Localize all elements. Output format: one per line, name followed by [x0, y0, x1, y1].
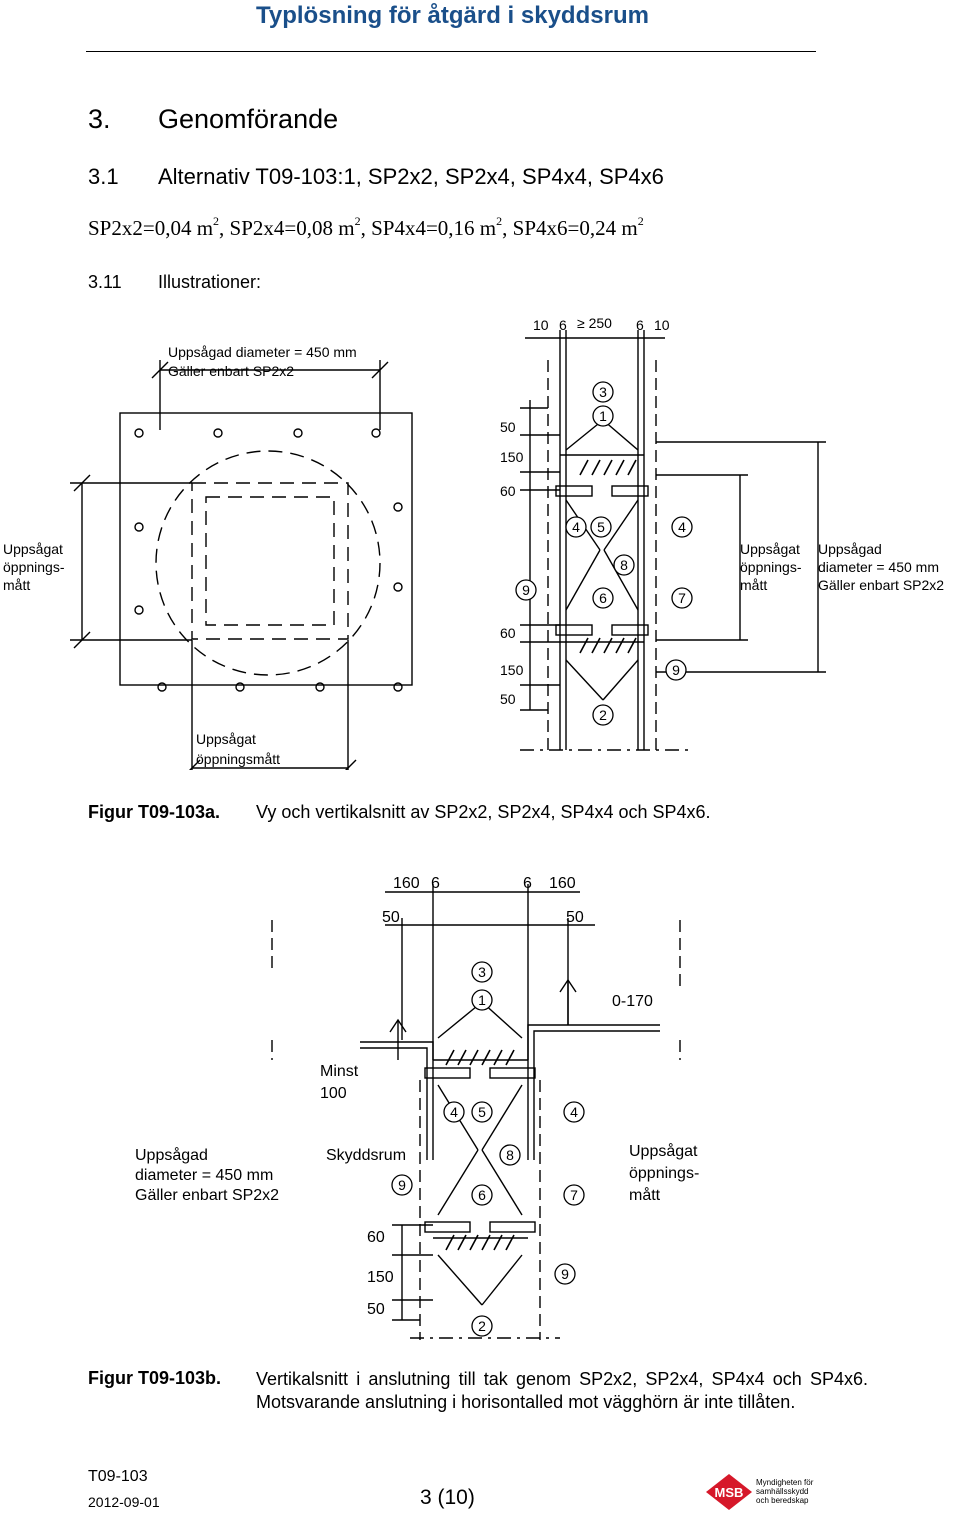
- b-left-label-2: diameter = 450 mm: [135, 1167, 274, 1184]
- section-heading: [88, 104, 338, 135]
- b-dim-60: 60: [367, 1229, 385, 1246]
- section-view: [520, 330, 826, 750]
- marker-4b: 4: [678, 519, 686, 535]
- dim-10-right: 10: [654, 317, 670, 333]
- footer-document-code: T09-103: [88, 1468, 148, 1485]
- sec-right-label-1c: mått: [740, 577, 768, 593]
- sec-right-label-1a: Uppsågat: [740, 541, 800, 557]
- plan-left-label-2: öppnings-: [3, 559, 65, 575]
- b-marker-8: 8: [506, 1147, 514, 1163]
- section-title: Genomförande: [158, 104, 339, 134]
- marker-9: 9: [522, 582, 530, 598]
- plan-left-label-1: Uppsågat: [3, 541, 63, 557]
- header-rule: [86, 51, 816, 52]
- fig-b-labels: [135, 875, 699, 1318]
- footer-page-number: 3 (10): [420, 1486, 475, 1509]
- b-dim-160-right: 160: [549, 875, 576, 892]
- b-marker-4b: 4: [570, 1104, 578, 1120]
- marker-6: 6: [599, 590, 607, 606]
- marker-3: 3: [599, 384, 607, 400]
- b-marker-6: 6: [478, 1187, 486, 1203]
- msb-line-1: Myndigheten för: [756, 1478, 814, 1487]
- b-marker-5: 5: [478, 1104, 486, 1120]
- fig-b-marker-labels: [398, 964, 578, 1334]
- b-marker-9b: 9: [561, 1266, 569, 1282]
- marker-1: 1: [599, 408, 607, 424]
- area-sp4x4: , SP4x4=0,16 m: [360, 216, 497, 240]
- area-sup: 2: [496, 214, 503, 228]
- page-header-title: Typlösning för åtgärd i skyddsrum: [256, 2, 649, 29]
- b-marker-9: 9: [398, 1177, 406, 1193]
- section-markers: [516, 382, 692, 725]
- b-dim-160-left: 160: [393, 875, 420, 892]
- area-sup: 2: [354, 214, 361, 228]
- sec-right-label-2c: Gäller enbart SP2x2: [818, 577, 945, 593]
- plan-plate: [120, 413, 412, 685]
- msb-line-2: samhällsskydd: [756, 1487, 809, 1496]
- b-dim-6-right: 6: [523, 875, 532, 892]
- b-marker-1: 1: [478, 992, 486, 1008]
- b-marker-2: 2: [478, 1318, 486, 1334]
- plan-bolts: [135, 429, 402, 691]
- subsection-heading: [88, 164, 664, 190]
- dim-50-bottom: 50: [500, 691, 516, 707]
- area-sp2x4: , SP2x4=0,08 m: [219, 216, 355, 240]
- sec-right-label-1b: öppnings-: [740, 559, 802, 575]
- subsubsection-heading: [88, 272, 261, 293]
- b-marker-3: 3: [478, 964, 486, 980]
- plan-opening-outer: [192, 483, 348, 639]
- marker-5: 5: [597, 519, 605, 535]
- b-range: 0-170: [612, 993, 653, 1010]
- figure-b-caption-label: Figur T09-103b.: [88, 1368, 222, 1388]
- msb-logo: [704, 1472, 824, 1512]
- figure-a-drawing: [0, 300, 960, 770]
- plan-opening-inner: [206, 497, 334, 625]
- marker-2: 2: [599, 707, 607, 723]
- figure-b-drawing: [0, 860, 960, 1350]
- section-number: 3.: [88, 104, 111, 134]
- msb-logo-mark: [704, 1472, 754, 1512]
- plan-bottom-label-2: öppningsmått: [196, 751, 281, 767]
- subsection-number: 3.1: [88, 164, 119, 189]
- marker-7: 7: [678, 590, 686, 606]
- dim-6-left: 6: [559, 317, 567, 333]
- b-right-label-2: öppnings-: [629, 1165, 700, 1182]
- plan-saw-circle: [156, 451, 380, 675]
- plan-top-label-1: Uppsågad diameter = 450 mm: [168, 344, 357, 360]
- b-skyddsrum: Skyddsrum: [326, 1147, 407, 1164]
- b-left-label-1: Uppsågad: [135, 1147, 208, 1164]
- area-sp2x2: SP2x2=0,04 m: [88, 216, 214, 240]
- marker-8: 8: [620, 557, 628, 573]
- dim-10-left: 10: [533, 317, 549, 333]
- plan-left-label-3: mått: [3, 577, 31, 593]
- footer-date: 2012-09-01: [88, 1494, 160, 1510]
- fig-b-markers: [392, 962, 584, 1336]
- dim-60-top: 60: [500, 483, 516, 499]
- b-dim-6-left: 6: [431, 875, 440, 892]
- figure-a-caption-text: Vy och vertikalsnitt av SP2x2, SP2x4, SP4x4 och SP4x6.: [256, 802, 711, 822]
- marker-4: 4: [572, 519, 580, 535]
- marker-9b: 9: [672, 662, 680, 678]
- b-dim-50-right: 50: [566, 909, 584, 926]
- figure-b-caption-text: Vertikalsnitt i anslutning till tak genom SP2x2, SP2x4, SP4x4 och SP4x6. Motsvarande anslutning i horisontalled mot vägghörn är inte tillåten.: [256, 1369, 868, 1412]
- b-marker-7: 7: [570, 1187, 578, 1203]
- dim-6-right: 6: [636, 317, 644, 333]
- b-dim-150: 150: [367, 1269, 394, 1286]
- dim-150-top: 150: [500, 449, 524, 465]
- subsubsection-number: 3.11: [88, 272, 122, 292]
- sec-right-label-2b: diameter = 450 mm: [818, 559, 939, 575]
- b-dim-50-left: 50: [382, 909, 400, 926]
- figure-a-caption-label: Figur T09-103a.: [88, 802, 221, 822]
- msb-logo-text: MSB: [714, 1485, 744, 1500]
- area-sup: 2: [213, 214, 220, 228]
- b-marker-4: 4: [450, 1104, 458, 1120]
- dim-50-top: 50: [500, 419, 516, 435]
- msb-logo-caption: [756, 1478, 813, 1505]
- b-right-label-3: mått: [629, 1187, 661, 1204]
- msb-line-3: och beredskap: [756, 1496, 809, 1505]
- area-line: [88, 216, 644, 241]
- fig-a-dim-labels: [3, 315, 944, 767]
- dim-250: ≥ 250: [577, 315, 612, 331]
- dim-60-bottom: 60: [500, 625, 516, 641]
- subsubsection-title: Illustrationer:: [158, 272, 262, 292]
- area-sp4x6: , SP4x6=0,24 m: [502, 216, 638, 240]
- b-dim-50: 50: [367, 1301, 385, 1318]
- plan-bottom-label-1: Uppsågat: [196, 731, 256, 747]
- b-left-label-3: Gäller enbart SP2x2: [135, 1187, 280, 1204]
- sec-right-label-2a: Uppsågad: [818, 541, 882, 557]
- b-minst-2: 100: [320, 1085, 347, 1102]
- subsection-title: Alternativ T09-103:1, SP2x2, SP2x4, SP4x4, SP4x6: [158, 164, 664, 189]
- b-minst-1: Minst: [320, 1063, 359, 1080]
- area-sup: 2: [637, 214, 644, 228]
- dim-150-bottom: 150: [500, 662, 524, 678]
- b-right-label-1: Uppsågat: [629, 1143, 698, 1160]
- plan-top-label-2: Gäller enbart SP2x2: [168, 363, 295, 379]
